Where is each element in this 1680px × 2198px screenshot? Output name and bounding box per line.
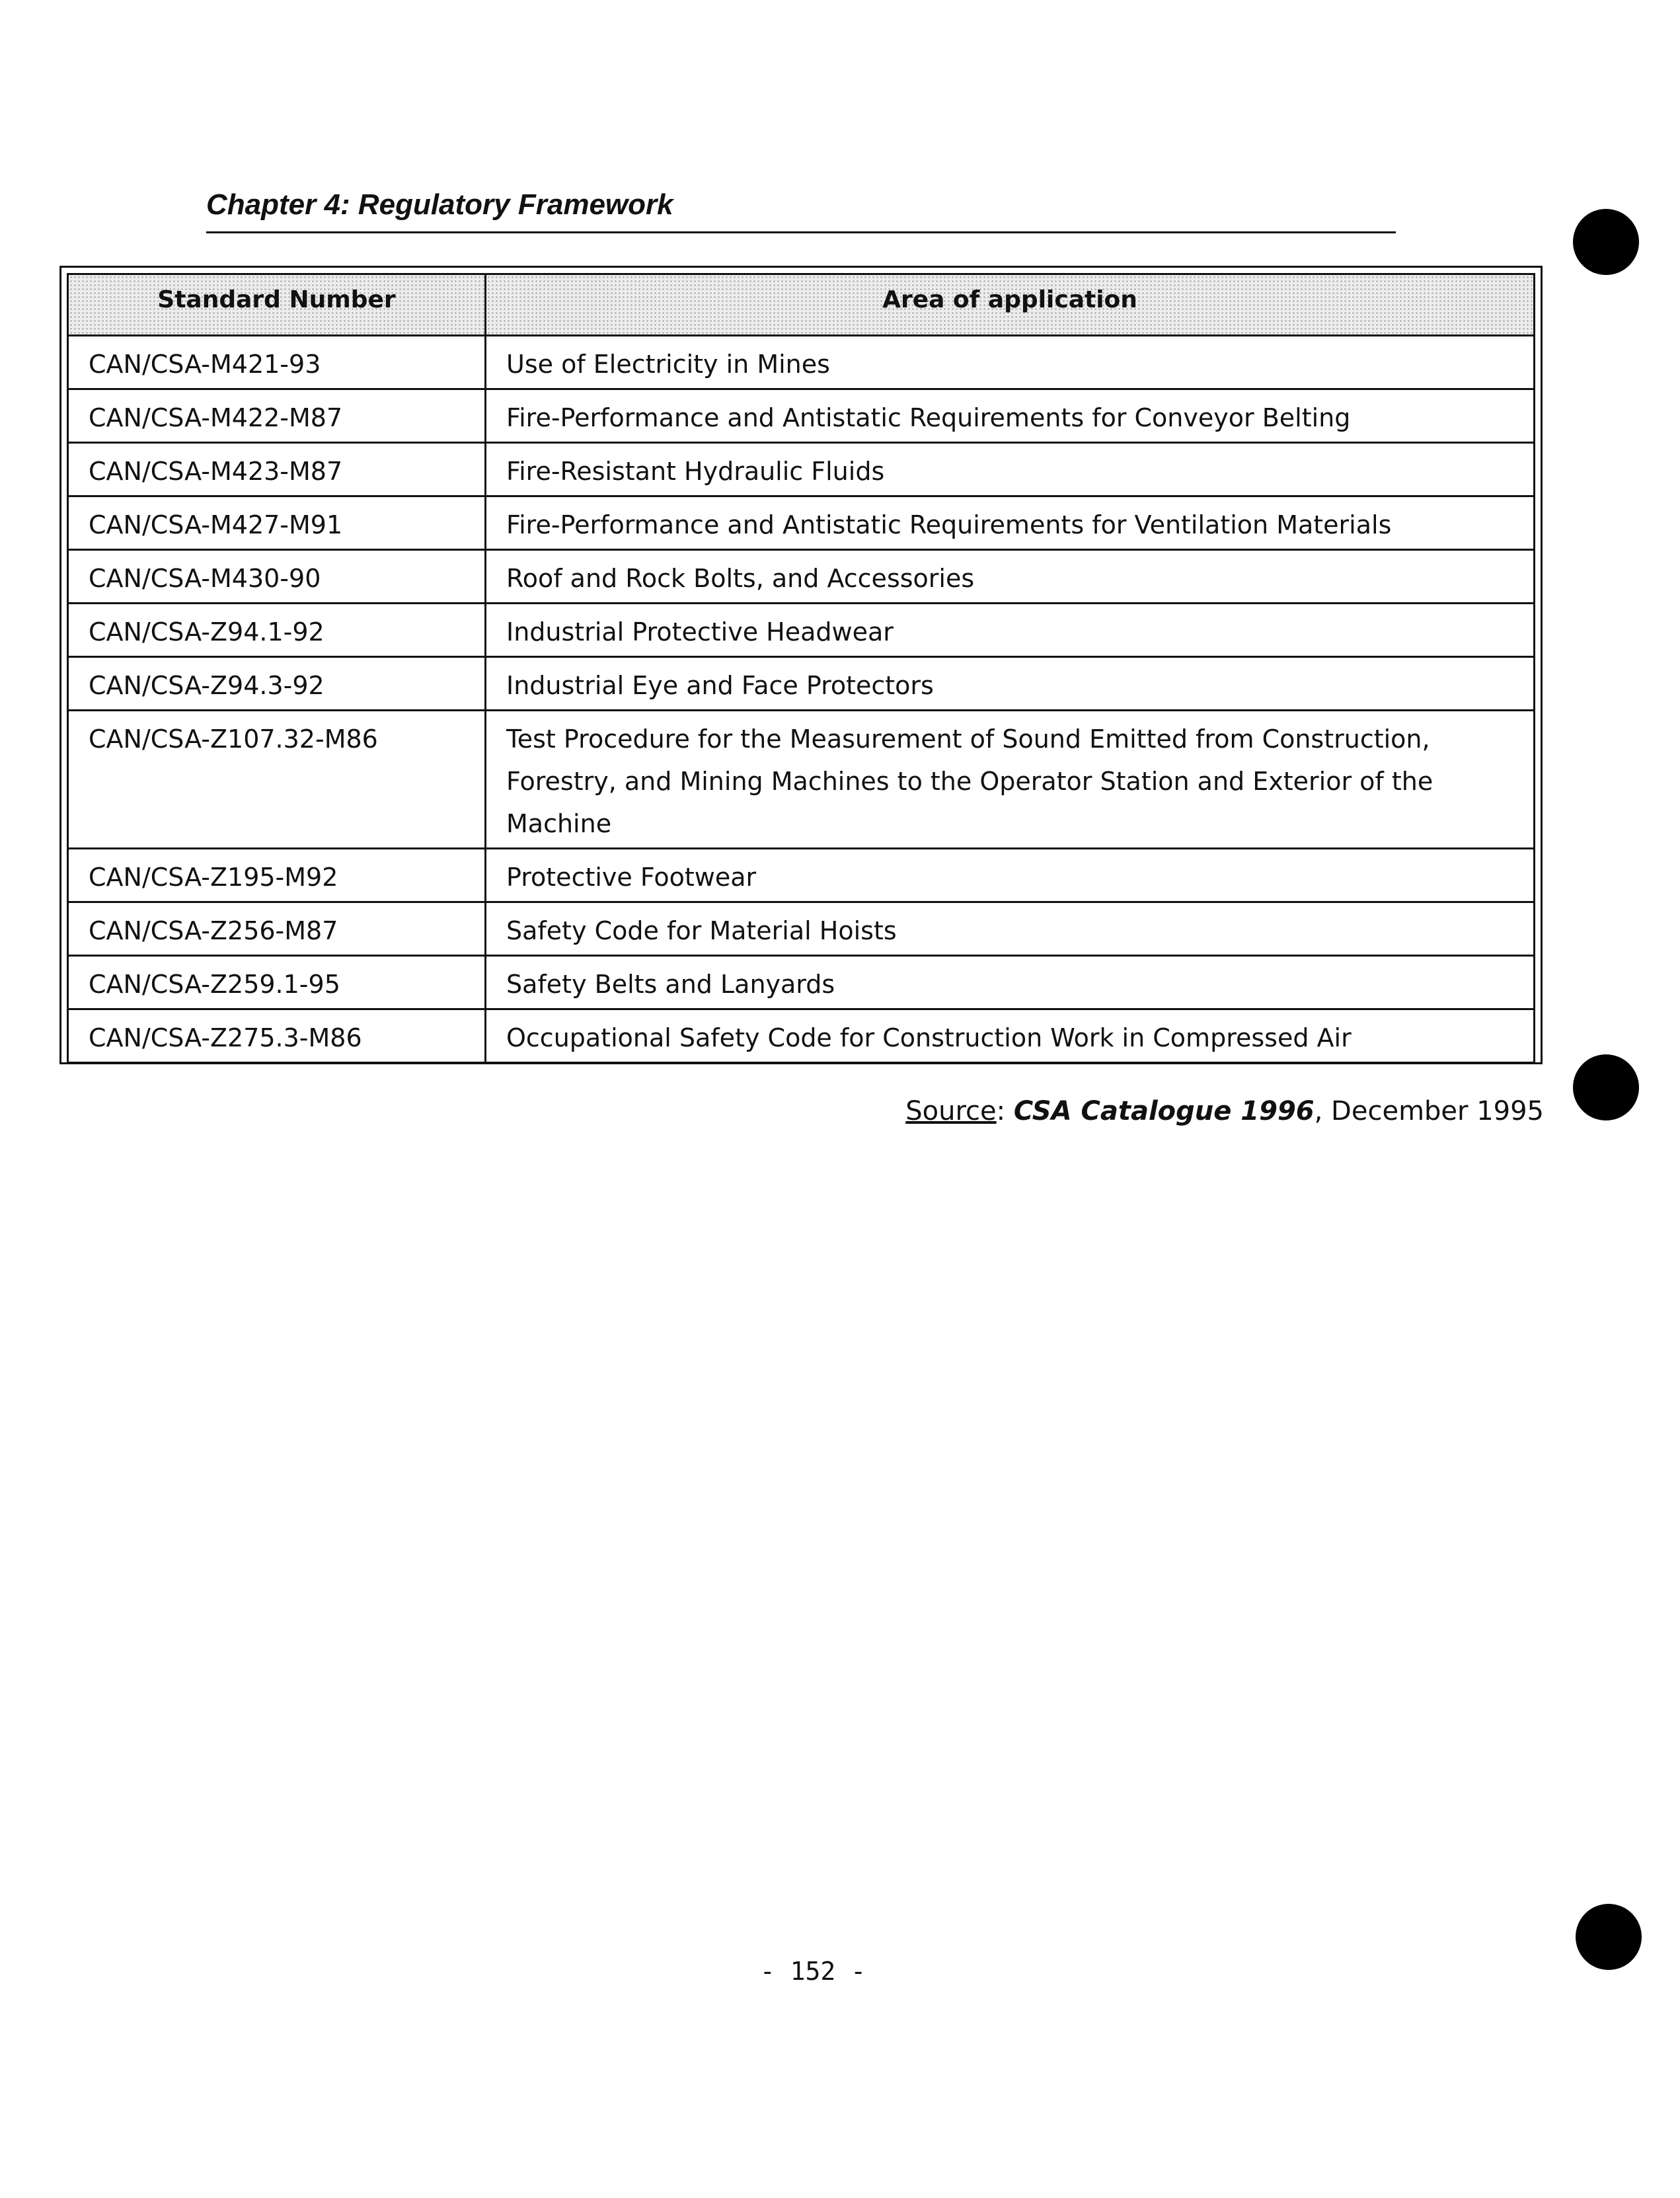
standard-number-cell: CAN/CSA-Z275.3-M86 <box>68 1009 486 1063</box>
table-row <box>68 496 1535 550</box>
table-header-row <box>68 274 1535 336</box>
standard-number-cell: CAN/CSA-M422-M87 <box>68 389 486 443</box>
area-of-application-cell: Occupational Safety Code for Construction Work in Compressed Air <box>486 1009 1535 1063</box>
table-row <box>68 604 1535 657</box>
table-row <box>68 849 1535 902</box>
table-row <box>68 902 1535 956</box>
heading-underline <box>206 231 1396 233</box>
standard-number-cell: CAN/CSA-Z107.32-M86 <box>68 711 486 849</box>
binder-hole-middle <box>1573 1054 1639 1120</box>
table-row <box>68 1009 1535 1063</box>
standard-number-cell: CAN/CSA-M423-M87 <box>68 443 486 496</box>
area-of-application-cell: Use of Electricity in Mines <box>486 336 1535 389</box>
area-of-application-cell: Protective Footwear <box>486 849 1535 902</box>
area-of-application-cell: Safety Belts and Lanyards <box>486 956 1535 1009</box>
area-of-application-cell: Safety Code for Material Hoists <box>486 902 1535 956</box>
table-row <box>68 336 1535 389</box>
standard-number-cell: CAN/CSA-Z256-M87 <box>68 902 486 956</box>
table-row <box>68 550 1535 604</box>
page-number: - 152 - <box>759 1957 866 1986</box>
standard-number-cell: CAN/CSA-M427-M91 <box>68 496 486 550</box>
standard-number-cell: CAN/CSA-Z259.1-95 <box>68 956 486 1009</box>
standards-table <box>67 273 1535 1064</box>
binder-hole-bottom <box>1576 1904 1642 1970</box>
standard-number-cell: CAN/CSA-M430-90 <box>68 550 486 604</box>
standards-table-frame <box>59 266 1543 1064</box>
source-label: Source <box>905 1096 997 1126</box>
table-row <box>68 443 1535 496</box>
area-of-application-cell: Fire-Performance and Antistatic Requirements for Ventilation Materials <box>486 496 1535 550</box>
header-area-of-application: Area of application <box>486 274 1535 336</box>
table-row <box>68 389 1535 443</box>
area-of-application-cell: Industrial Eye and Face Protectors <box>486 657 1535 711</box>
area-of-application-cell: Fire-Resistant Hydraulic Fluids <box>486 443 1535 496</box>
table-row <box>68 657 1535 711</box>
chapter-heading: Chapter 4: Regulatory Framework <box>206 188 673 221</box>
area-of-application-cell: Industrial Protective Headwear <box>486 604 1535 657</box>
standard-number-cell: CAN/CSA-Z94.3-92 <box>68 657 486 711</box>
header-standard-number: Standard Number <box>68 274 486 336</box>
table-row <box>68 711 1535 849</box>
area-of-application-cell: Fire-Performance and Antistatic Requirements for Conveyor Belting <box>486 389 1535 443</box>
table-row <box>68 956 1535 1009</box>
source-separator: : <box>996 1096 1006 1126</box>
standard-number-cell: CAN/CSA-M421-93 <box>68 336 486 389</box>
standard-number-cell: CAN/CSA-Z195-M92 <box>68 849 486 902</box>
source-catalogue-title: CSA Catalogue 1996 <box>1013 1096 1315 1126</box>
source-citation <box>905 1095 1544 1128</box>
binder-hole-top <box>1573 209 1639 275</box>
standard-number-cell: CAN/CSA-Z94.1-92 <box>68 604 486 657</box>
area-of-application-cell: Roof and Rock Bolts, and Accessories <box>486 550 1535 604</box>
source-date: , December 1995 <box>1314 1096 1544 1126</box>
area-of-application-cell: Test Procedure for the Measurement of Sound Emitted from Construction, Forestry, and Mining Machines to the Operator Station and Exterior of the Machine <box>486 711 1535 849</box>
